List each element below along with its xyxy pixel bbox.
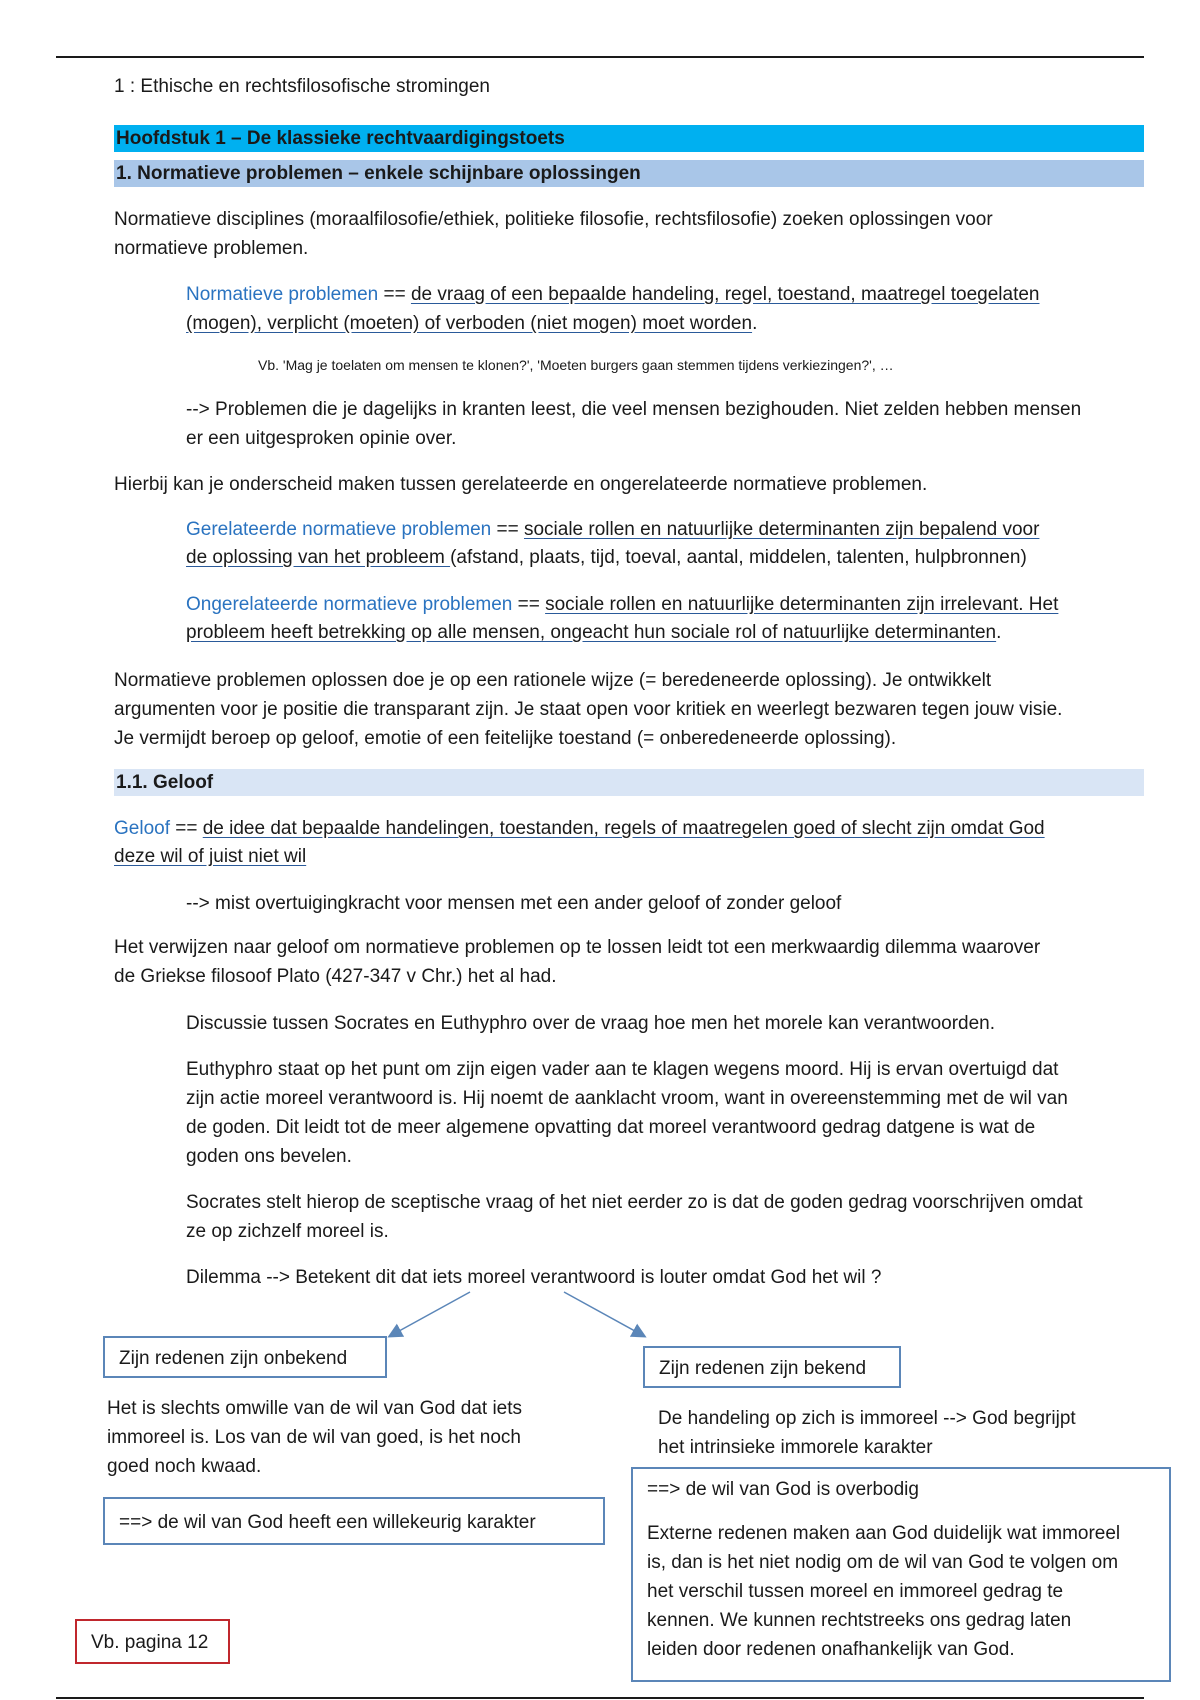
subsection-title: 1.1. Geloof [114, 769, 1144, 796]
paragraph-line: leiden door redenen onafhankelijk van God. [647, 1639, 1015, 1660]
paragraph-line: Het verwijzen naar geloof om normatieve problemen op te lossen leidt tot een merkwaardig dilemma waarover [114, 937, 1041, 958]
distinction-text: Hierbij kan je onderscheid maken tussen gerelateerde en ongerelateerde normatieve problemen. [114, 474, 928, 495]
term: Gerelateerde normatieve problemen [186, 519, 492, 540]
term: Ongerelateerde normatieve problemen [186, 594, 513, 615]
paragraph-line: De handeling op zich is immoreel --> God begrijpt [658, 1408, 1076, 1429]
intro-line: Normatieve disciplines (moraalfilosofie/ethiek, politieke filosofie, rechtsfilosofie) zoeken oplossingen voor [114, 209, 993, 230]
paragraph-line: zijn actie moreel verantwoord is. Hij noemt de aanklacht vroom, want in overeenstemming met de wil van [186, 1088, 1068, 1109]
conclusion-line: ==> de wil van God is overbodig [647, 1479, 919, 1500]
definition-text: sociale rollen en natuurlijke determinanten zijn bepalend voor [523, 519, 1040, 540]
definition-text: (afstand, plaats, tijd, toeval, aantal, middelen, talenten, hulpbronnen) [450, 547, 1027, 568]
paragraph-line: kennen. We kunnen rechtstreeks ons gedrag laten [647, 1610, 1072, 1631]
definition-text: sociale rollen en natuurlijke determinanten zijn irrelevant. Het [545, 594, 1059, 615]
definition-text: de vraag of een bepaalde handeling, regel, toestand, maatregel toegelaten [410, 284, 1040, 305]
paragraph-line: immoreel is. Los van de wil van goed, is het noch [107, 1427, 521, 1448]
section-title: 1. Normatieve problemen – enkele schijnbare oplossingen [114, 160, 1144, 187]
definition-text: (mogen), verplicht (moeten) of verboden (niet mogen) moet worden [186, 313, 753, 334]
paragraph-line: goed noch kwaad. [107, 1456, 262, 1477]
paragraph-line: Je vermijdt beroep op geloof, emotie of een feitelijke toestand (= onberedeneerde oplossing). [114, 728, 897, 749]
known-reasons-box: Zijn redenen zijn bekend [643, 1346, 901, 1388]
arrow-right [564, 1292, 644, 1336]
dilemma-text: Dilemma --> Betekent dit dat iets moreel verantwoord is louter omdat God het wil ? [186, 1267, 882, 1288]
paragraph-line: Socrates stelt hierop de sceptische vraag of het niet eerder zo is dat de goden gedrag voorschrijven omdat [186, 1192, 1083, 1213]
known-reasons-text [658, 1404, 1076, 1462]
definition-text: deze wil of juist niet wil [114, 846, 307, 867]
paragraph-line: goden ons bevelen. [186, 1146, 352, 1167]
equals: == [378, 284, 411, 305]
paragraph-line: Het is slechts omwille van de wil van God dat iets [107, 1398, 523, 1419]
punctuation: . [752, 313, 758, 334]
punctuation: . [996, 622, 1002, 643]
term: Geloof [114, 818, 170, 839]
arrow-left [390, 1292, 470, 1336]
definition-text: probleem heeft betrekking op alle mensen, ongeacht hun sociale rol of natuurlijke determinanten [186, 622, 997, 643]
unknown-reasons-text [107, 1394, 522, 1481]
equals: == [512, 594, 546, 615]
example-text: Vb. 'Mag je toelaten om mensen te klonen?', 'Moeten burgers gaan stemmen tijdens verkiezingen?', … [258, 357, 894, 373]
superfluous-conclusion-box [631, 1467, 1171, 1682]
equals: == [169, 818, 203, 839]
paragraph-line: de Griekse filosoof Plato (427-347 v Chr.) het al had. [114, 966, 557, 987]
discussion-text: Discussie tussen Socrates en Euthyphro over de vraag hoe men het morele kan verantwoorden. [186, 1013, 996, 1034]
definition-text: de idee dat bepaalde handelingen, toestanden, regels of maatregelen goed of slecht zijn omdat God [202, 818, 1045, 839]
paragraph-line: het verschil tussen moreel en immoreel gedrag te [647, 1581, 1064, 1602]
arrow-note: --> mist overtuigingkracht voor mensen met een ander geloof of zonder geloof [186, 893, 842, 914]
intro-line: normatieve problemen. [114, 238, 309, 259]
paragraph-line: Normatieve problemen oplossen doe je op een rationele wijze (= beredeneerde oplossing). Je ontwikkelt [114, 670, 992, 691]
page-header: 1 : Ethische en rechtsfilosofische stromingen [114, 76, 490, 97]
page-reference-box: Vb. pagina 12 [75, 1619, 230, 1664]
bottom-rule [56, 1697, 1144, 1699]
definition-text: de oplossing van het probleem [186, 547, 451, 568]
term: Normatieve problemen [186, 284, 379, 305]
equals: == [491, 519, 524, 540]
arbitrary-conclusion-box: ==> de wil van God heeft een willekeurig karakter [103, 1497, 605, 1545]
arrow-line: er een uitgesproken opinie over. [186, 428, 457, 449]
paragraph-line: argumenten voor je positie die transparant zijn. Je staat open voor kritiek en weerlegt bezwaren tegen jouw visie. [114, 699, 1063, 720]
paragraph-line: het intrinsieke immorele karakter [658, 1437, 933, 1458]
unknown-reasons-box: Zijn redenen zijn onbekend [103, 1336, 387, 1378]
paragraph-line: Externe redenen maken aan God duidelijk wat immoreel [647, 1523, 1121, 1544]
arrow-line: --> Problemen die je dagelijks in kranten leest, die veel mensen bezighouden. Niet zelden hebben mensen [186, 399, 1082, 420]
paragraph-line: de goden. Dit leidt tot de meer algemene opvatting dat moreel verantwoord gedrag datgene is wat de [186, 1117, 1036, 1138]
paragraph-line: is, dan is het niet nodig om de wil van God te volgen om [647, 1552, 1119, 1573]
paragraph-line: ze op zichzelf moreel is. [186, 1221, 389, 1242]
chapter-title: Hoofdstuk 1 – De klassieke rechtvaardigingstoets [114, 125, 1144, 152]
paragraph-line: Euthyphro staat op het punt om zijn eigen vader aan te klagen wegens moord. Hij is ervan overtuigd dat [186, 1059, 1059, 1080]
